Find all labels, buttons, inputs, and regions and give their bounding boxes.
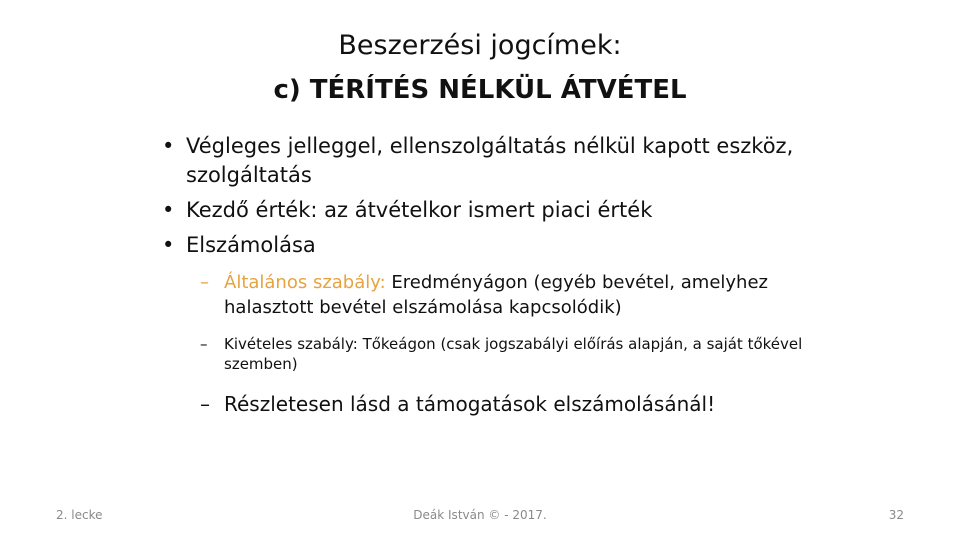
- sub-bullet-text: Kivételes szabály: Tőkeágon (csak jogszabályi előírás alapján, a saját tőkével szemben): [224, 335, 803, 373]
- bullet-item: [162, 231, 862, 260]
- bullet-item: [162, 196, 862, 225]
- footer-page-number: 32: [888, 508, 904, 522]
- sub-bullet-marker: –: [200, 392, 210, 416]
- footer-copyright: Deák István © - 2017.: [413, 508, 547, 522]
- bullet-marker: •: [162, 198, 175, 222]
- bullet-text: Kezdő érték: az átvételkor ismert piaci érték: [186, 198, 653, 222]
- sub-bullet-text: Részletesen lásd a támogatások elszámolásánál!: [224, 392, 716, 416]
- sub-bullet-item: [200, 270, 784, 320]
- slide-title-line1: Beszerzési jogcímek:: [338, 30, 622, 61]
- sub-bullet-item: [200, 390, 784, 418]
- slide-title-line2: c) TÉRÍTÉS NÉLKÜL ÁTVÉTEL: [273, 75, 687, 105]
- footer-lesson: 2. lecke: [56, 508, 103, 522]
- bullet-list: [162, 132, 862, 418]
- sub-bullet-item: [200, 334, 804, 374]
- bullet-item: [162, 132, 862, 190]
- sub-bullet-marker: –: [200, 272, 209, 293]
- bullet-marker: •: [162, 134, 175, 158]
- bullet-text: Elszámolása: [186, 233, 316, 257]
- bullet-marker: •: [162, 233, 175, 257]
- sub-bullet-marker: –: [200, 335, 208, 353]
- bullet-text: Végleges jelleggel, ellenszolgáltatás nélkül kapott eszköz, szolgáltatás: [186, 134, 794, 187]
- sub-bullet-text: Eredményágon (egyéb bevétel, amelyhez halasztott bevétel elszámolása kapcsolódik): [224, 272, 768, 318]
- sub-bullet-highlight: Általános szabály:: [224, 272, 386, 293]
